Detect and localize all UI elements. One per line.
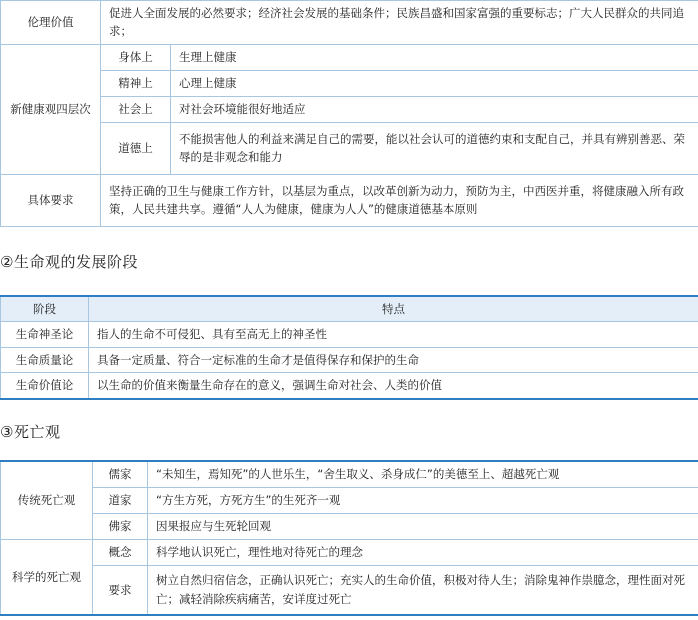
section-heading-life-view: ②生命观的发展阶段 [0,253,138,271]
column-header-stage: 阶段 [1,296,89,322]
stage-name: 生命神圣论 [1,322,89,347]
table-row [1,44,698,70]
table-row [1,174,698,226]
column-header-feature: 特点 [89,296,698,322]
level-name: 社会上 [101,96,171,122]
stage-desc: 具备一定质量、符合一定标准的生命才是值得保存和保护的生命 [89,347,698,372]
health-view-table [0,0,698,227]
table-row [1,539,698,565]
section-heading-death-view: ③死亡观 [0,423,61,441]
row-content-requirements: 坚持正确的卫生与健康工作方针，以基层为重点，以改革创新为动力，预防为主，中西医并重，将健康融入所有政策，人民共建共享。遵循“人人为健康，健康为人人”的健康道德基本原则 [101,174,698,226]
table-row [1,96,698,122]
group-label-traditional: 传统死亡观 [1,461,93,539]
stage-desc: 指人的生命不可侵犯、具有至高无上的神圣性 [89,322,698,347]
school-name: 概念 [93,539,148,565]
table-row [1,1,698,45]
death-view-table [0,460,698,616]
level-name: 道德上 [101,122,171,174]
table-row [1,461,698,487]
row-label-requirements: 具体要求 [1,174,101,226]
level-desc: 心理上健康 [171,70,698,96]
table-row [1,322,698,347]
level-name: 精神上 [101,70,171,96]
table-row [1,373,698,399]
school-name: 道家 [93,487,148,513]
table-header-row [1,296,698,322]
school-name: 佛家 [93,513,148,539]
school-desc: 因果报应与生死轮回观 [148,513,698,539]
level-desc: 生理上健康 [171,44,698,70]
table-row [1,347,698,372]
group-label-health-levels: 新健康观四层次 [1,44,101,174]
row-content-ethical-value: 促进人全面发展的必然要求；经济社会发展的基础条件；民族昌盛和国家富强的重要标志；广大人民群众的共同追求； [101,1,698,45]
level-desc: 对社会环境能很好地适应 [171,96,698,122]
school-desc: “未知生，焉知死”的人世乐生，“舍生取义、杀身成仁”的美德至上、超越死亡观 [148,461,698,487]
table-row [1,122,698,174]
school-name: 儒家 [93,461,148,487]
school-name: 要求 [93,565,148,615]
group-label-scientific: 科学的死亡观 [1,539,93,615]
school-desc: “方生方死，方死方生”的生死齐一观 [148,487,698,513]
stage-desc: 以生命的价值来衡量生命存在的意义，强调生命对社会、人类的价值 [89,373,698,399]
table-row [1,565,698,615]
stage-name: 生命价值论 [1,373,89,399]
row-label-ethical-value: 伦理价值 [1,1,101,45]
school-desc: 科学地认识死亡，理性地对待死亡的理念 [148,539,698,565]
stage-name: 生命质量论 [1,347,89,372]
table-row [1,70,698,96]
school-desc: 树立自然归宿信念，正确认识死亡；充实人的生命价值，积极对待人生；消除鬼神作祟臆念，理性面对死亡；减轻消除疾病痛苦，安详度过死亡 [148,565,698,615]
level-name: 身体上 [101,44,171,70]
life-view-stages-table [0,295,698,400]
table-row [1,513,698,539]
table-row [1,487,698,513]
level-desc: 不能损害他人的利益来满足自己的需要，能以社会认可的道德约束和支配自己，并具有辨别善恶、荣辱的是非观念和能力 [171,122,698,174]
